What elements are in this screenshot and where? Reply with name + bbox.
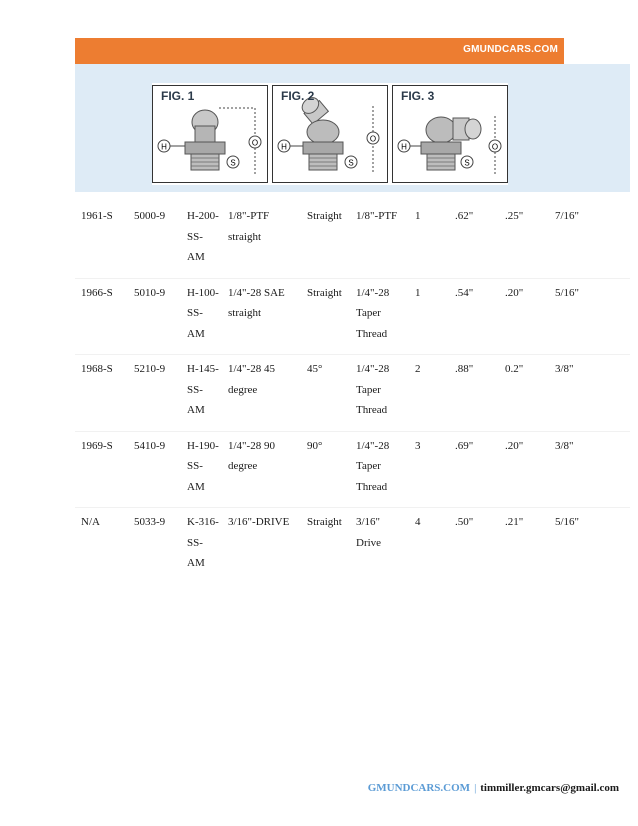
table-cell: 2: [409, 355, 449, 432]
table-cell: .50": [455, 516, 474, 528]
footer-separator: |: [474, 782, 477, 794]
table-cell: 1966-S: [75, 278, 128, 355]
table-cell: N/A: [75, 508, 128, 584]
table-cell: 3/16"-DRIVE: [228, 516, 290, 528]
shank-dimension-label: S: [348, 158, 354, 168]
table-cell: .54": [449, 278, 499, 355]
table-cell: .25": [499, 202, 549, 278]
table-cell: 3/8": [549, 355, 630, 432]
table-cell: .88": [449, 355, 499, 432]
table-cell: .21": [505, 516, 524, 528]
footer-brand: GMUNDCARS.COM: [367, 782, 471, 794]
table-cell: Straight: [301, 278, 350, 355]
table-cell: 5210-9: [128, 355, 181, 432]
table-cell: 5010-9: [128, 278, 181, 355]
shank-dimension-label: S: [230, 158, 236, 168]
table-cell: 3/16" Drive: [356, 516, 382, 549]
table-cell: 1969-S: [75, 431, 128, 508]
table-cell: 1/4"-28 90 degree: [222, 431, 301, 508]
table-cell: 7/16": [549, 202, 630, 278]
table-cell: 0.2": [499, 355, 549, 432]
shank-dimension-label: S: [464, 158, 470, 168]
page-footer: [368, 782, 619, 794]
table-cell: 1: [409, 202, 449, 278]
table-cell: 45°: [301, 355, 350, 432]
table-cell: 4: [415, 516, 421, 528]
table-cell: 1968-S: [75, 355, 128, 432]
table-cell: .20": [499, 431, 549, 508]
grease-fitting-figures: [152, 83, 508, 185]
hex-dimension-label: H: [401, 142, 407, 152]
table-cell: K-316-SS-AM: [187, 516, 219, 569]
header-bar: [75, 38, 564, 64]
table-cell: .20": [499, 278, 549, 355]
table-cell: H-190-SS-AM: [181, 431, 222, 508]
table-cell: 5/16": [549, 278, 630, 355]
table-cell: 1/4"-28 SAE straight: [222, 278, 301, 355]
figure-1-label: FIG. 1: [161, 89, 195, 103]
table-cell: 1/4"-28 45 degree: [222, 355, 301, 432]
table-cell: 1/8"-PTF straight: [222, 202, 301, 278]
table-cell: 1: [409, 278, 449, 355]
figure-2-label: FIG. 2: [281, 89, 315, 103]
figure-2-panel: [272, 85, 388, 183]
table-cell: 5000-9: [128, 202, 181, 278]
table-row: [75, 355, 630, 432]
table-row: [75, 508, 630, 584]
table-cell: 1/4"-28 Taper Thread: [350, 431, 409, 508]
table-cell: Straight: [301, 202, 350, 278]
figure-3-label: FIG. 3: [401, 89, 435, 103]
table-row: [75, 278, 630, 355]
header-brand: GMUNDCARS.COM: [463, 44, 558, 55]
table-cell: H-200-SS-AM: [181, 202, 222, 278]
table-cell: 1961-S: [75, 202, 128, 278]
table-cell: .62": [449, 202, 499, 278]
table-cell: H-145-SS-AM: [181, 355, 222, 432]
table-cell: 1/4"-28 Taper Thread: [350, 355, 409, 432]
table-cell: 5/16": [555, 516, 580, 528]
hex-dimension-label: H: [281, 142, 287, 152]
table-cell: H-100-SS-AM: [181, 278, 222, 355]
figure-3-panel: [392, 85, 508, 183]
table-cell: 3: [409, 431, 449, 508]
table-cell: Straight: [307, 516, 342, 528]
overall-dimension-label: O: [369, 134, 377, 144]
fitting-spec-table: [75, 202, 630, 584]
table-cell: 1/4"-28 Taper Thread: [350, 278, 409, 355]
overall-dimension-label: O: [491, 142, 499, 152]
table-cell: 90°: [301, 431, 350, 508]
hex-dimension-label: H: [161, 142, 167, 152]
table-row: [75, 202, 630, 278]
table-cell: 5410-9: [128, 431, 181, 508]
footer-email: timmiller.gmcars@gmail.com: [480, 782, 619, 794]
figure-1-panel: [152, 85, 268, 183]
table-cell: 3/8": [549, 431, 630, 508]
table-cell: .69": [449, 431, 499, 508]
table-row: [75, 431, 630, 508]
table-cell: 5033-9: [134, 516, 166, 528]
overall-dimension-label: O: [251, 138, 259, 148]
table-cell: 1/8"-PTF: [350, 202, 409, 278]
